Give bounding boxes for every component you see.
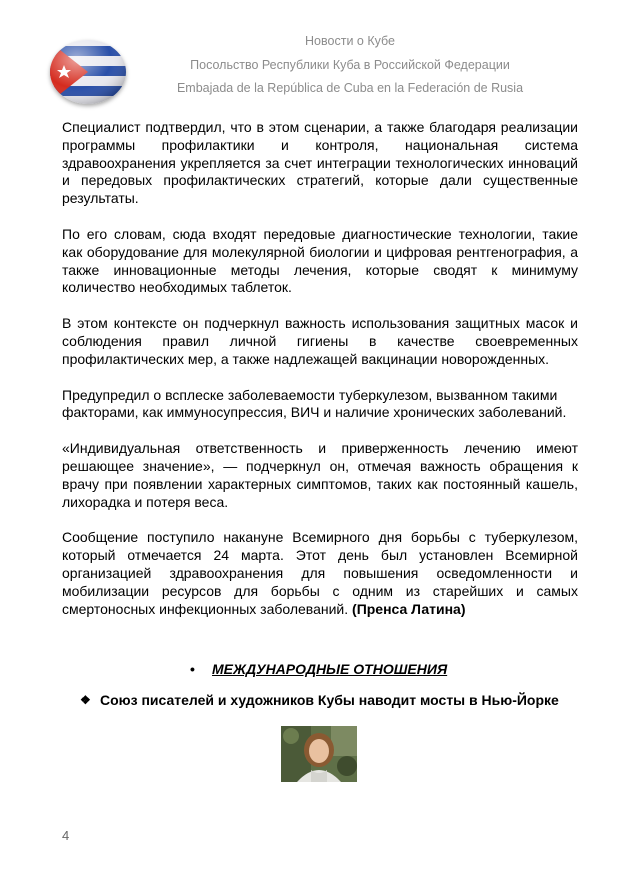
header-embassy-ru: Посольство Республики Куба в Российской Федерации bbox=[190, 58, 510, 72]
article-heading-text: Союз писателей и художников Кубы наводит мосты в Нью-Йорке bbox=[100, 692, 559, 708]
paragraph-2: По его словам, сюда входят передовые диагностические технологии, такие как оборудование для молекулярной биологии и цифровая рентгенография, а также инновационные методы лечения, которые сводят к минимуму количество необходимых таблеток. bbox=[62, 225, 578, 296]
paragraph-3: В этом контексте он подчеркнул важность использования защитных масок и соблюдения правил личной гигиены в качестве своевременных профилактических мер, а также надлежащей вакцинации новорожденных. bbox=[62, 315, 578, 367]
article-heading bbox=[80, 691, 578, 709]
paragraph-5: «Индивидуальная ответственность и приверженность лечению имеют решающее значение», — подчеркнул он, отмечая важность обращения к врачу при появлении характерных симптомов, таких как постоянный кашель, лихорадка и потеря веса. bbox=[62, 440, 578, 510]
paragraph-1: Специалист подтвердил, что в этом сценарии, а также благодаря реализации программы профилактики и контроля, национальная система здравоохранения укрепляется за счет интеграции технологических инноваций и передовых профилактических стратегий, которые дали существенные результаты. bbox=[62, 119, 578, 207]
page-header bbox=[0, 0, 621, 110]
article-photo bbox=[281, 726, 357, 782]
section-title-text: МЕЖДУНАРОДНЫЕ ОТНОШЕНИЯ bbox=[212, 661, 448, 677]
bullet-icon: • bbox=[190, 661, 195, 677]
page-number: 4 bbox=[62, 828, 70, 843]
paragraph-6 bbox=[62, 529, 578, 618]
diamond-bullet-icon: ❖ bbox=[80, 693, 91, 707]
paragraph-4: Предупредил о всплеске заболеваемости туберкулезом, вызванном такими факторами, как иммуносупрессия, ВИЧ и наличие хронических заболеваний. bbox=[62, 386, 567, 421]
paragraph-6-text: Сообщение поступило накануне Всемирного дня борьбы с туберкулезом, который отмечается 24 марта. Этот день был установлен Всемирной организацией здравоохранения для повышения осведомленности и мобилизации ресурсов для борьбы с одним из старейших и самых смертоносных инфекционных заболеваний. bbox=[62, 529, 578, 617]
header-embassy-es: Embajada de la República de Cuba en la Federación de Rusia bbox=[176, 81, 524, 95]
article-body bbox=[62, 119, 578, 618]
header-title: Новости о Кубе bbox=[305, 34, 395, 48]
source-credit: (Пренса Латина) bbox=[352, 600, 466, 617]
section-heading bbox=[190, 661, 447, 677]
